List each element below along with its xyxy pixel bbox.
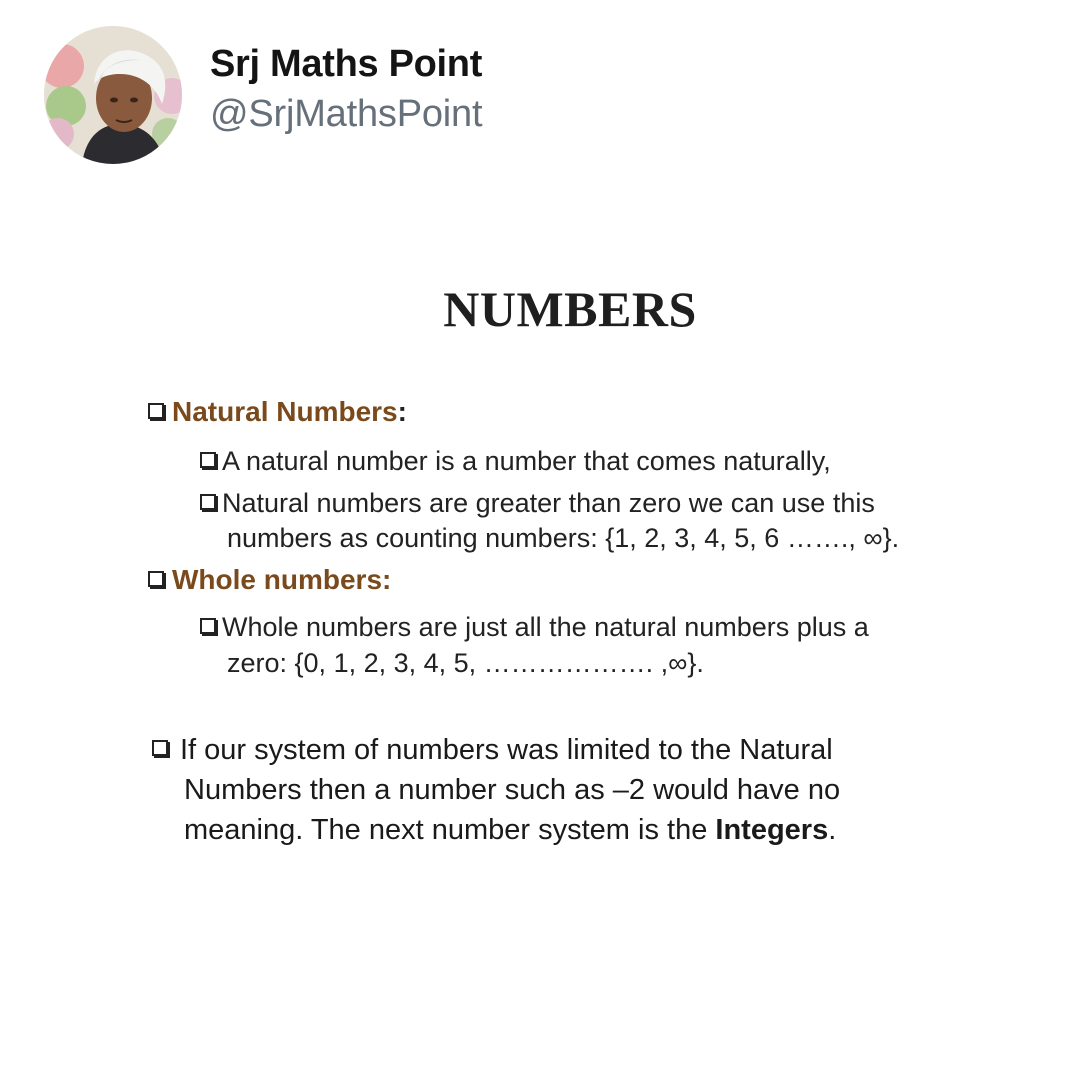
point-text: A natural number is a number that comes naturally,: [222, 446, 831, 476]
checkbox-bullet-icon: [148, 403, 164, 419]
whole-point-1: [200, 609, 869, 645]
post-header: [44, 26, 482, 164]
checkbox-bullet-icon: [148, 571, 164, 587]
profile-photo-icon: [44, 26, 182, 164]
whole-numbers-heading: [148, 562, 391, 598]
natural-point-2-continued: numbers as counting numbers: {1, 2, 3, 4, 5, 6 ……., ∞}.: [227, 523, 900, 553]
point-text: Whole numbers are just all the natural numbers plus a: [222, 612, 869, 642]
checkbox-bullet-icon: [200, 618, 216, 634]
note-text: meaning. The next number system is the: [184, 814, 716, 846]
heading-label: Natural Numbers: [172, 396, 398, 427]
heading-label: Whole numbers:: [172, 564, 392, 595]
whole-point-1-continued: zero: {0, 1, 2, 3, 4, 5, ………………. ,∞}.: [227, 648, 704, 678]
natural-point-2: [200, 485, 875, 521]
note-period: .: [828, 814, 837, 846]
checkbox-bullet-icon: [200, 494, 216, 510]
note-text: If our system of numbers was limited to the Natural: [180, 734, 833, 766]
account-info: [210, 41, 482, 137]
note-line-3: [184, 810, 836, 850]
avatar[interactable]: [44, 26, 182, 164]
account-handle[interactable]: @SrjMathsPoint: [210, 93, 483, 135]
integers-term: Integers: [715, 814, 829, 846]
heading-colon: :: [397, 396, 407, 427]
display-name[interactable]: Srj Maths Point: [210, 43, 483, 85]
natural-numbers-heading: [148, 394, 407, 430]
note-line-1: [152, 730, 833, 770]
natural-point-1: [200, 443, 831, 479]
point-text: Natural numbers are greater than zero we can use this: [222, 488, 875, 518]
note-line-2: Numbers then a number such as –2 would have no: [184, 774, 841, 806]
slide-title: NUMBERS: [443, 281, 697, 337]
checkbox-bullet-icon: [152, 740, 168, 756]
checkbox-bullet-icon: [200, 452, 216, 468]
